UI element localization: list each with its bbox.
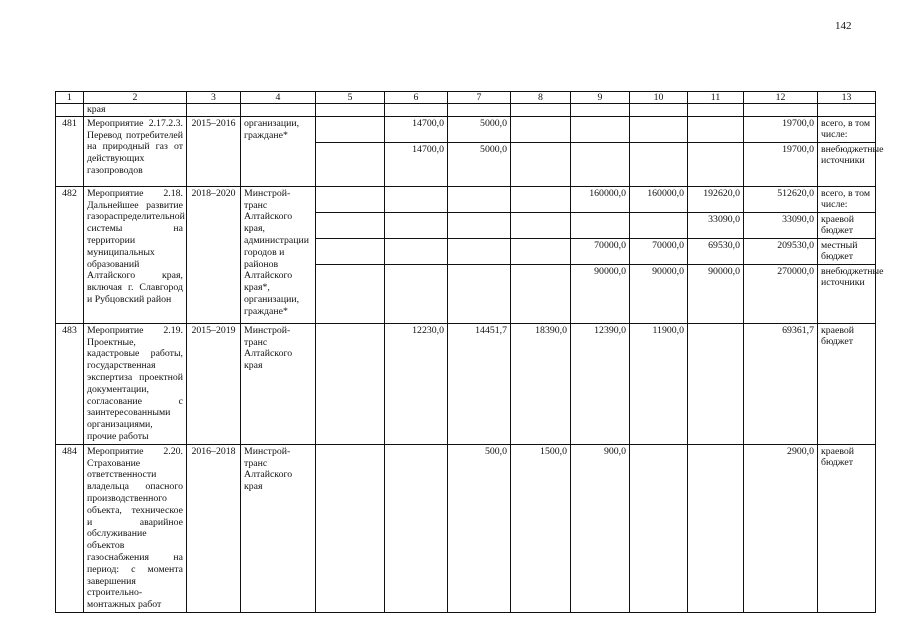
funding-source: краевой бюджет [818, 212, 876, 238]
cell-c8 [511, 142, 571, 186]
cell-c10 [630, 212, 688, 238]
cell-c6: 12230,0 [385, 323, 448, 444]
cell-c6 [385, 212, 448, 238]
measure-name: Мероприятие 2.20. Страхование ответственности владельца опасного производственного объекта, техническое и аварийное обслуживание объектов газоснабжения на период: с момента завершения строительно-монтажных работ [84, 444, 187, 612]
column-header: 10 [630, 92, 688, 104]
column-header: 6 [385, 92, 448, 104]
executor: Минстрой-транс Алтайского края, администрации городов и районов Алтайского края*, организации, граждане* [241, 186, 316, 323]
column-header: 5 [316, 92, 385, 104]
cell-c9: 900,0 [571, 444, 630, 612]
cell-c12: 512620,0 [744, 186, 818, 212]
cell-c9: 70000,0 [571, 238, 630, 264]
years: 2015–2019 [187, 323, 241, 444]
column-header: 11 [688, 92, 744, 104]
cell-c6 [385, 444, 448, 612]
measure-name: Мероприятие 2.18. Дальнейшее развитие газораспределительной системы на территории муниципальных образований Алтайского края, включая г. Славгород и Рубцовский район [84, 186, 187, 323]
cell-c10: 70000,0 [630, 238, 688, 264]
cell-c11: 33090,0 [688, 212, 744, 238]
cell-c10 [630, 142, 688, 186]
funding-source: местный бюджет [818, 238, 876, 264]
cell-c10: 11900,0 [630, 323, 688, 444]
executor: организации, граждане* [241, 116, 316, 186]
cell-c6: 14700,0 [385, 142, 448, 186]
column-header: 1 [56, 92, 84, 104]
cell-c11 [688, 116, 744, 142]
table-row [56, 444, 876, 612]
cell-c6 [385, 186, 448, 212]
cell-c5 [316, 116, 385, 142]
cell-c12: 2900,0 [744, 444, 818, 612]
cell-c5 [316, 238, 385, 264]
cell-c9: 160000,0 [571, 186, 630, 212]
measure-name: Мероприятие 2.19. Проектные, кадастровые работы, государственная экспертиза проектной документации, согласование с заинтересованными организациями, прочие работы [84, 323, 187, 444]
cell-c12: 33090,0 [744, 212, 818, 238]
cell-c9: 12390,0 [571, 323, 630, 444]
cell-c7 [448, 264, 511, 323]
cell-c8 [511, 186, 571, 212]
cell-c8 [511, 238, 571, 264]
row-number: 482 [56, 186, 84, 323]
cell-c5 [316, 186, 385, 212]
cell-c6: 14700,0 [385, 116, 448, 142]
years: 2016–2018 [187, 444, 241, 612]
cell-c7: 5000,0 [448, 116, 511, 142]
cell-c5 [316, 142, 385, 186]
cell-c6 [385, 264, 448, 323]
program-table [55, 91, 884, 613]
page-number: 142 [835, 20, 852, 32]
years: 2018–2020 [187, 186, 241, 323]
table-row [56, 116, 876, 142]
table-row [56, 323, 876, 444]
row-number: 481 [56, 116, 84, 186]
cell-c10: 160000,0 [630, 186, 688, 212]
funding-source: всего, в том числе: [818, 116, 876, 142]
executor: Минстрой-транс Алтайского края [241, 444, 316, 612]
cell-c5 [316, 212, 385, 238]
header-row [56, 92, 876, 104]
cell-c12: 69361,7 [744, 323, 818, 444]
cell-c11: 69530,0 [688, 238, 744, 264]
column-header: 12 [744, 92, 818, 104]
cell-c11: 90000,0 [688, 264, 744, 323]
column-header: 2 [84, 92, 187, 104]
column-header: 9 [571, 92, 630, 104]
cell-c8: 1500,0 [511, 444, 571, 612]
cell-c11: 192620,0 [688, 186, 744, 212]
cell-c7 [448, 238, 511, 264]
continuation-row [56, 104, 876, 117]
cell-c5 [316, 444, 385, 612]
cell-c11 [688, 444, 744, 612]
table-row [56, 186, 876, 212]
continuation-text: края [84, 104, 187, 117]
funding-source: краевой бюджет [818, 444, 876, 612]
cell-c9 [571, 142, 630, 186]
cell-c7 [448, 212, 511, 238]
cell-c5 [316, 264, 385, 323]
cell-c11 [688, 323, 744, 444]
measure-name: Мероприятие 2.17.2.3. Перевод потребителей на природный газ от действующих газопроводов [84, 116, 187, 186]
cell-c7: 14451,7 [448, 323, 511, 444]
funding-source: краевой бюджет [818, 323, 876, 444]
cell-c8 [511, 212, 571, 238]
cell-c9: 90000,0 [571, 264, 630, 323]
column-header: 13 [818, 92, 876, 104]
cell-c12: 19700,0 [744, 116, 818, 142]
column-header: 8 [511, 92, 571, 104]
cell-c7: 500,0 [448, 444, 511, 612]
cell-c10 [630, 116, 688, 142]
cell-c8 [511, 116, 571, 142]
years: 2015–2016 [187, 116, 241, 186]
cell-c5 [316, 323, 385, 444]
funding-source: всего, в том числе: [818, 186, 876, 212]
cell-c7: 5000,0 [448, 142, 511, 186]
funding-source: внебюджетные источники [818, 142, 876, 186]
cell-c11 [688, 142, 744, 186]
cell-c7 [448, 186, 511, 212]
funding-source: внебюджетные источники [818, 264, 876, 323]
cell-c12: 209530,0 [744, 238, 818, 264]
cell-c12: 19700,0 [744, 142, 818, 186]
cell-c10: 90000,0 [630, 264, 688, 323]
cell-c6 [385, 238, 448, 264]
cell-c8 [511, 264, 571, 323]
executor: Минстрой-транс Алтайского края [241, 323, 316, 444]
cell-c9 [571, 116, 630, 142]
cell-c9 [571, 212, 630, 238]
column-header: 3 [187, 92, 241, 104]
column-header: 7 [448, 92, 511, 104]
cell-c10 [630, 444, 688, 612]
column-header: 4 [241, 92, 316, 104]
row-number: 484 [56, 444, 84, 612]
cell-c12: 270000,0 [744, 264, 818, 323]
row-number: 483 [56, 323, 84, 444]
cell-c8: 18390,0 [511, 323, 571, 444]
